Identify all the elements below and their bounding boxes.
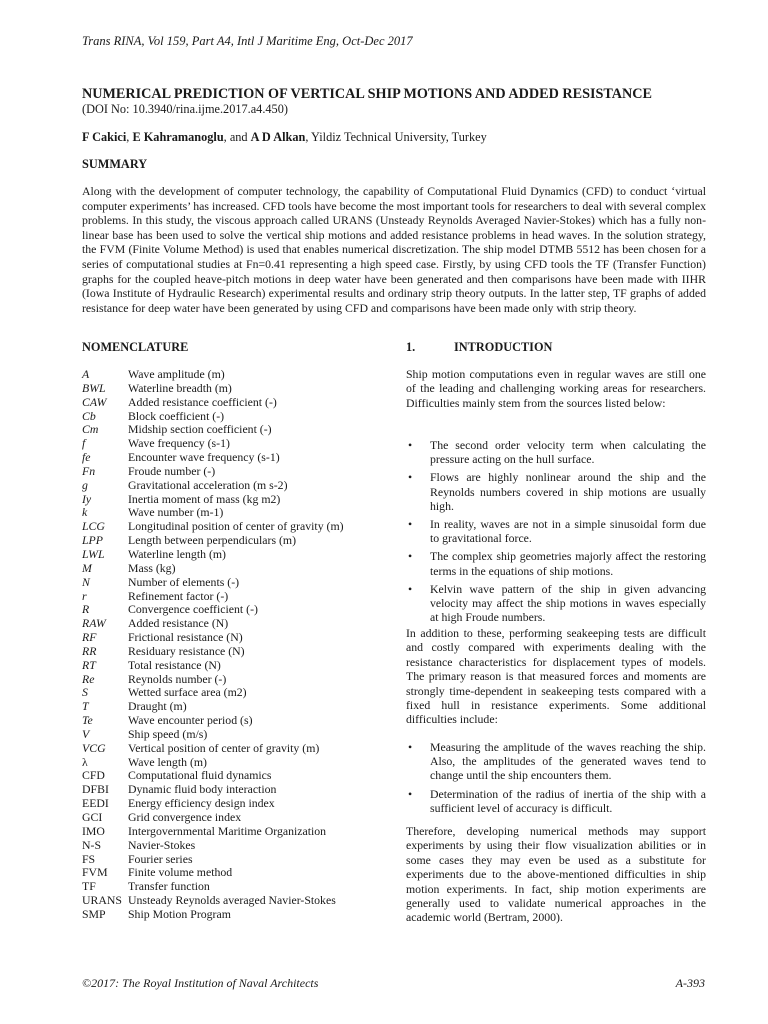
author-2: E Kahramanoglu bbox=[132, 130, 224, 144]
nomenclature-item bbox=[82, 756, 382, 770]
bullet-item: • In reality, waves are not in a simple sinusoidal form due to gravitational force. bbox=[406, 517, 706, 545]
nomenclature-item bbox=[82, 659, 382, 673]
nomenclature-symbol: g bbox=[82, 477, 88, 492]
nomenclature-definition: Wave frequency (s-1) bbox=[128, 436, 230, 451]
intro-paragraph-1: Ship motion computations even in regular waves are still one of the leading and challenging working areas for researchers. Difficulties mainly stem from the sources listed below: bbox=[406, 367, 706, 410]
section-title: INTRODUCTION bbox=[454, 340, 553, 354]
bullet-item: • Kelvin wave pattern of the ship in given advancing velocity may affect the ship motions in waves especially at high Froude numbers. bbox=[406, 582, 706, 625]
nomenclature-definition: Wave number (m-1) bbox=[128, 505, 224, 520]
copyright-footer: ©2017: The Royal Institution of Naval Architects bbox=[82, 976, 319, 990]
nomenclature-item bbox=[82, 590, 382, 604]
nomenclature-symbol: k bbox=[82, 505, 88, 520]
nomenclature-definition: Intergovernmental Maritime Organization bbox=[128, 823, 327, 838]
section-number: 1. bbox=[406, 340, 416, 354]
nomenclature-symbol: RR bbox=[82, 643, 97, 658]
nomenclature-item bbox=[82, 673, 382, 687]
page-number: A-393 bbox=[675, 976, 705, 990]
nomenclature-symbol: M bbox=[82, 560, 92, 575]
nomenclature-heading: NOMENCLATURE bbox=[82, 340, 189, 354]
nomenclature-definition: Waterline breadth (m) bbox=[128, 380, 232, 395]
nomenclature-definition: Block coefficient (-) bbox=[128, 408, 225, 423]
nomenclature-symbol: RAW bbox=[82, 616, 106, 631]
nomenclature-item bbox=[82, 562, 382, 576]
nomenclature-symbol: N bbox=[82, 574, 90, 589]
nomenclature-symbol: A bbox=[82, 367, 90, 381]
nomenclature-definition: Wave amplitude (m) bbox=[128, 367, 225, 381]
nomenclature-item bbox=[82, 728, 382, 742]
nomenclature-item bbox=[82, 410, 382, 424]
author-3: A D Alkan bbox=[250, 130, 306, 144]
nomenclature-item bbox=[82, 368, 382, 382]
nomenclature-item bbox=[82, 548, 382, 562]
intro-paragraph-3: Therefore, developing numerical methods may support experiments by using their flow visualization abilities or in some cases they may even be used as a substitute for experiments due to the above-mentioned difficulties in ship motion experiments. In fact, ship motion experiments are generally used to validate numerical approaches in the academic world (Bertram, 2000). bbox=[406, 824, 706, 925]
nomenclature-definition: Added resistance (N) bbox=[128, 616, 229, 631]
nomenclature-item bbox=[82, 382, 382, 396]
summary-heading: SUMMARY bbox=[82, 157, 148, 171]
nomenclature-item bbox=[82, 534, 382, 548]
nomenclature-symbol: BWL bbox=[82, 380, 106, 395]
difficulty-list-1 bbox=[406, 438, 706, 628]
nomenclature-item bbox=[82, 853, 382, 867]
nomenclature-symbol: Te bbox=[82, 713, 93, 728]
nomenclature-item bbox=[82, 493, 382, 507]
nomenclature-definition: Dynamic fluid body interaction bbox=[128, 782, 277, 797]
bullet-item: • Flows are highly nonlinear around the ship and the Reynolds numbers covered in ship motions are usually high. bbox=[406, 470, 706, 513]
paper-title: NUMERICAL PREDICTION OF VERTICAL SHIP MOTIONS AND ADDED RESISTANCE bbox=[82, 86, 652, 102]
nomenclature-symbol: Re bbox=[82, 671, 95, 686]
nomenclature-item bbox=[82, 576, 382, 590]
nomenclature-definition: Wave encounter period (s) bbox=[128, 713, 253, 728]
author-line bbox=[82, 130, 487, 145]
nomenclature-definition: Encounter wave frequency (s-1) bbox=[128, 450, 280, 465]
nomenclature-definition: Refinement factor (-) bbox=[128, 588, 229, 603]
intro-paragraph-2: In addition to these, performing seakeeping tests are difficult and costly compared with experiments dealing with the resistance characteristics for displacement types of models. The primary reason is that measured forces and moments are strongly time-dependent in seakeeping tests compared with a fixed hull in resistance experiments. Some additional difficulties include: bbox=[406, 626, 706, 727]
nomenclature-symbol: DFBI bbox=[82, 782, 109, 797]
nomenclature-symbol: TF bbox=[82, 879, 96, 894]
nomenclature-item bbox=[82, 465, 382, 479]
nomenclature-symbol: EEDI bbox=[82, 796, 109, 811]
nomenclature-item bbox=[82, 506, 382, 520]
affiliation: , Yildiz Technical University, Turkey bbox=[305, 130, 487, 144]
nomenclature-item bbox=[82, 866, 382, 880]
nomenclature-item bbox=[82, 423, 382, 437]
nomenclature-definition: Wave length (m) bbox=[128, 754, 207, 769]
nomenclature-symbol: IMO bbox=[82, 823, 105, 838]
nomenclature-symbol: FVM bbox=[82, 865, 108, 880]
nomenclature-item bbox=[82, 603, 382, 617]
nomenclature-definition: Energy efficiency design index bbox=[128, 796, 275, 811]
nomenclature-item bbox=[82, 783, 382, 797]
difficulty-list-2 bbox=[406, 740, 706, 819]
bullet-item: • The second order velocity term when calculating the pressure acting on the hull surface. bbox=[406, 438, 706, 466]
nomenclature-symbol: FS bbox=[82, 851, 96, 866]
nomenclature-item bbox=[82, 894, 382, 908]
nomenclature-item bbox=[82, 645, 382, 659]
nomenclature-symbol: RF bbox=[82, 630, 97, 645]
nomenclature-symbol: Cb bbox=[82, 408, 96, 423]
nomenclature-item bbox=[82, 769, 382, 783]
nomenclature-definition: Longitudinal position of center of gravity (m) bbox=[128, 519, 344, 534]
nomenclature-symbol: R bbox=[82, 602, 90, 617]
nomenclature-item bbox=[82, 811, 382, 825]
nomenclature-symbol: r bbox=[82, 588, 87, 603]
nomenclature-definition: Transfer function bbox=[128, 879, 210, 894]
nomenclature-definition: Vertical position of center of gravity (m) bbox=[128, 740, 320, 755]
nomenclature-item bbox=[82, 631, 382, 645]
nomenclature-definition: Convergence coefficient (-) bbox=[128, 602, 258, 617]
nomenclature-item bbox=[82, 479, 382, 493]
nomenclature-definition: Number of elements (-) bbox=[128, 574, 240, 589]
nomenclature-item bbox=[82, 686, 382, 700]
nomenclature-definition: Fourier series bbox=[128, 851, 193, 866]
nomenclature-item bbox=[82, 797, 382, 811]
nomenclature-symbol: Iy bbox=[82, 491, 92, 506]
introduction-heading bbox=[406, 340, 552, 355]
bullet-item: • The complex ship geometries majorly affect the restoring terms in the equations of ship motions. bbox=[406, 549, 706, 577]
nomenclature-symbol: LPP bbox=[82, 533, 103, 548]
nomenclature-definition: Froude number (-) bbox=[128, 463, 216, 478]
nomenclature-definition: Added resistance coefficient (-) bbox=[128, 394, 277, 409]
journal-header: Trans RINA, Vol 159, Part A4, Intl J Maritime Eng, Oct-Dec 2017 bbox=[82, 34, 413, 48]
nomenclature-symbol: CAW bbox=[82, 394, 107, 409]
nomenclature-symbol: CFD bbox=[82, 768, 105, 783]
nomenclature-item bbox=[82, 617, 382, 631]
nomenclature-symbol: GCI bbox=[82, 810, 103, 824]
nomenclature-symbol: URANS bbox=[82, 893, 122, 908]
nomenclature-definition: Ship Motion Program bbox=[128, 906, 231, 921]
nomenclature-item bbox=[82, 451, 382, 465]
nomenclature-definition: Total resistance (N) bbox=[128, 657, 221, 672]
nomenclature-definition: Length between perpendiculars (m) bbox=[128, 533, 297, 548]
nomenclature-definition: Computational fluid dynamics bbox=[128, 768, 272, 783]
nomenclature-list bbox=[82, 368, 382, 922]
nomenclature-definition: Unsteady Reynolds averaged Navier-Stokes bbox=[128, 893, 336, 908]
bullet-item: • Measuring the amplitude of the waves reaching the ship. Also, the amplitudes of the generated waves tend to change until the ship encounters them. bbox=[406, 740, 706, 783]
nomenclature-symbol: N-S bbox=[82, 837, 102, 852]
nomenclature-definition: Wetted surface area (m2) bbox=[128, 685, 247, 700]
nomenclature-definition: Midship section coefficient (-) bbox=[128, 422, 272, 437]
nomenclature-definition: Ship speed (m/s) bbox=[128, 726, 208, 741]
doi-line: (DOI No: 10.3940/rina.ijme.2017.a4.450) bbox=[82, 102, 288, 116]
nomenclature-definition: Frictional resistance (N) bbox=[128, 630, 243, 645]
nomenclature-symbol: f bbox=[82, 436, 86, 451]
nomenclature-item bbox=[82, 700, 382, 714]
nomenclature-definition: Reynolds number (-) bbox=[128, 671, 227, 686]
nomenclature-definition: Inertia moment of mass (kg m2) bbox=[128, 491, 281, 506]
author-separator-1: , bbox=[126, 130, 133, 144]
author-separator-2: , and bbox=[223, 130, 251, 144]
nomenclature-definition: Residuary resistance (N) bbox=[128, 643, 245, 658]
bullet-item: • Determination of the radius of inertia of the ship with a sufficient level of accuracy is difficult. bbox=[406, 787, 706, 815]
nomenclature-symbol: SMP bbox=[82, 906, 106, 921]
nomenclature-definition: Navier-Stokes bbox=[128, 837, 196, 852]
nomenclature-definition: Gravitational acceleration (m s-2) bbox=[128, 477, 288, 492]
nomenclature-symbol: Cm bbox=[82, 422, 99, 437]
nomenclature-symbol: Fn bbox=[82, 463, 96, 478]
nomenclature-symbol: LWL bbox=[82, 546, 105, 561]
nomenclature-symbol: T bbox=[82, 699, 89, 714]
nomenclature-symbol: RT bbox=[82, 657, 96, 672]
nomenclature-item bbox=[82, 908, 382, 922]
nomenclature-symbol: λ bbox=[82, 754, 88, 769]
author-1: F Cakici bbox=[82, 130, 127, 144]
abstract-text: Along with the development of computer technology, the capability of Computational Fluid Dynamics (CFD) to conduct ‘virtual computer experiments’ has increased. CFD tools have become the most important tools for researchers to deal with several complex problems. In this study, the viscous approach called URANS (Unsteady Reynolds Averaged Navier-Stokes) which has a fully non-linear base has been used to solve the vertical ship motions and added resistance problems in head waves. In the solution strategy, the FVM (Finite Volume Method) is used that enables numerical discretization. The ship model DTMB 5512 has been chosen for a series of computational studies at Fn=0.41 representing a high speed case. Firstly, by using CFD tools the TF (Transfer Function) graphs for the coupled heave-pitch motions in deep water have been generated and then comparisons have been made with IIHR (Iowa Institute of Hydraulic Research) experimental results and ordinary strip theory outputs. In the latter step, TF graphs of added resistance for deep water have been generated by using CFD and comparisons have been made only with strip theory. bbox=[82, 184, 706, 315]
nomenclature-item bbox=[82, 437, 382, 451]
nomenclature-item bbox=[82, 839, 382, 853]
nomenclature-definition: Mass (kg) bbox=[128, 560, 176, 575]
nomenclature-item bbox=[82, 880, 382, 894]
nomenclature-symbol: V bbox=[82, 726, 90, 741]
nomenclature-item bbox=[82, 742, 382, 756]
nomenclature-item bbox=[82, 520, 382, 534]
nomenclature-symbol: LCG bbox=[82, 519, 105, 534]
nomenclature-symbol: fe bbox=[82, 450, 91, 465]
nomenclature-definition: Waterline length (m) bbox=[128, 546, 226, 561]
nomenclature-definition: Draught (m) bbox=[128, 699, 187, 714]
nomenclature-item bbox=[82, 714, 382, 728]
nomenclature-item bbox=[82, 396, 382, 410]
nomenclature-symbol: S bbox=[82, 685, 88, 700]
nomenclature-definition: Finite volume method bbox=[128, 865, 233, 880]
nomenclature-definition: Grid convergence index bbox=[128, 810, 242, 824]
nomenclature-item bbox=[82, 825, 382, 839]
nomenclature-symbol: VCG bbox=[82, 740, 106, 755]
